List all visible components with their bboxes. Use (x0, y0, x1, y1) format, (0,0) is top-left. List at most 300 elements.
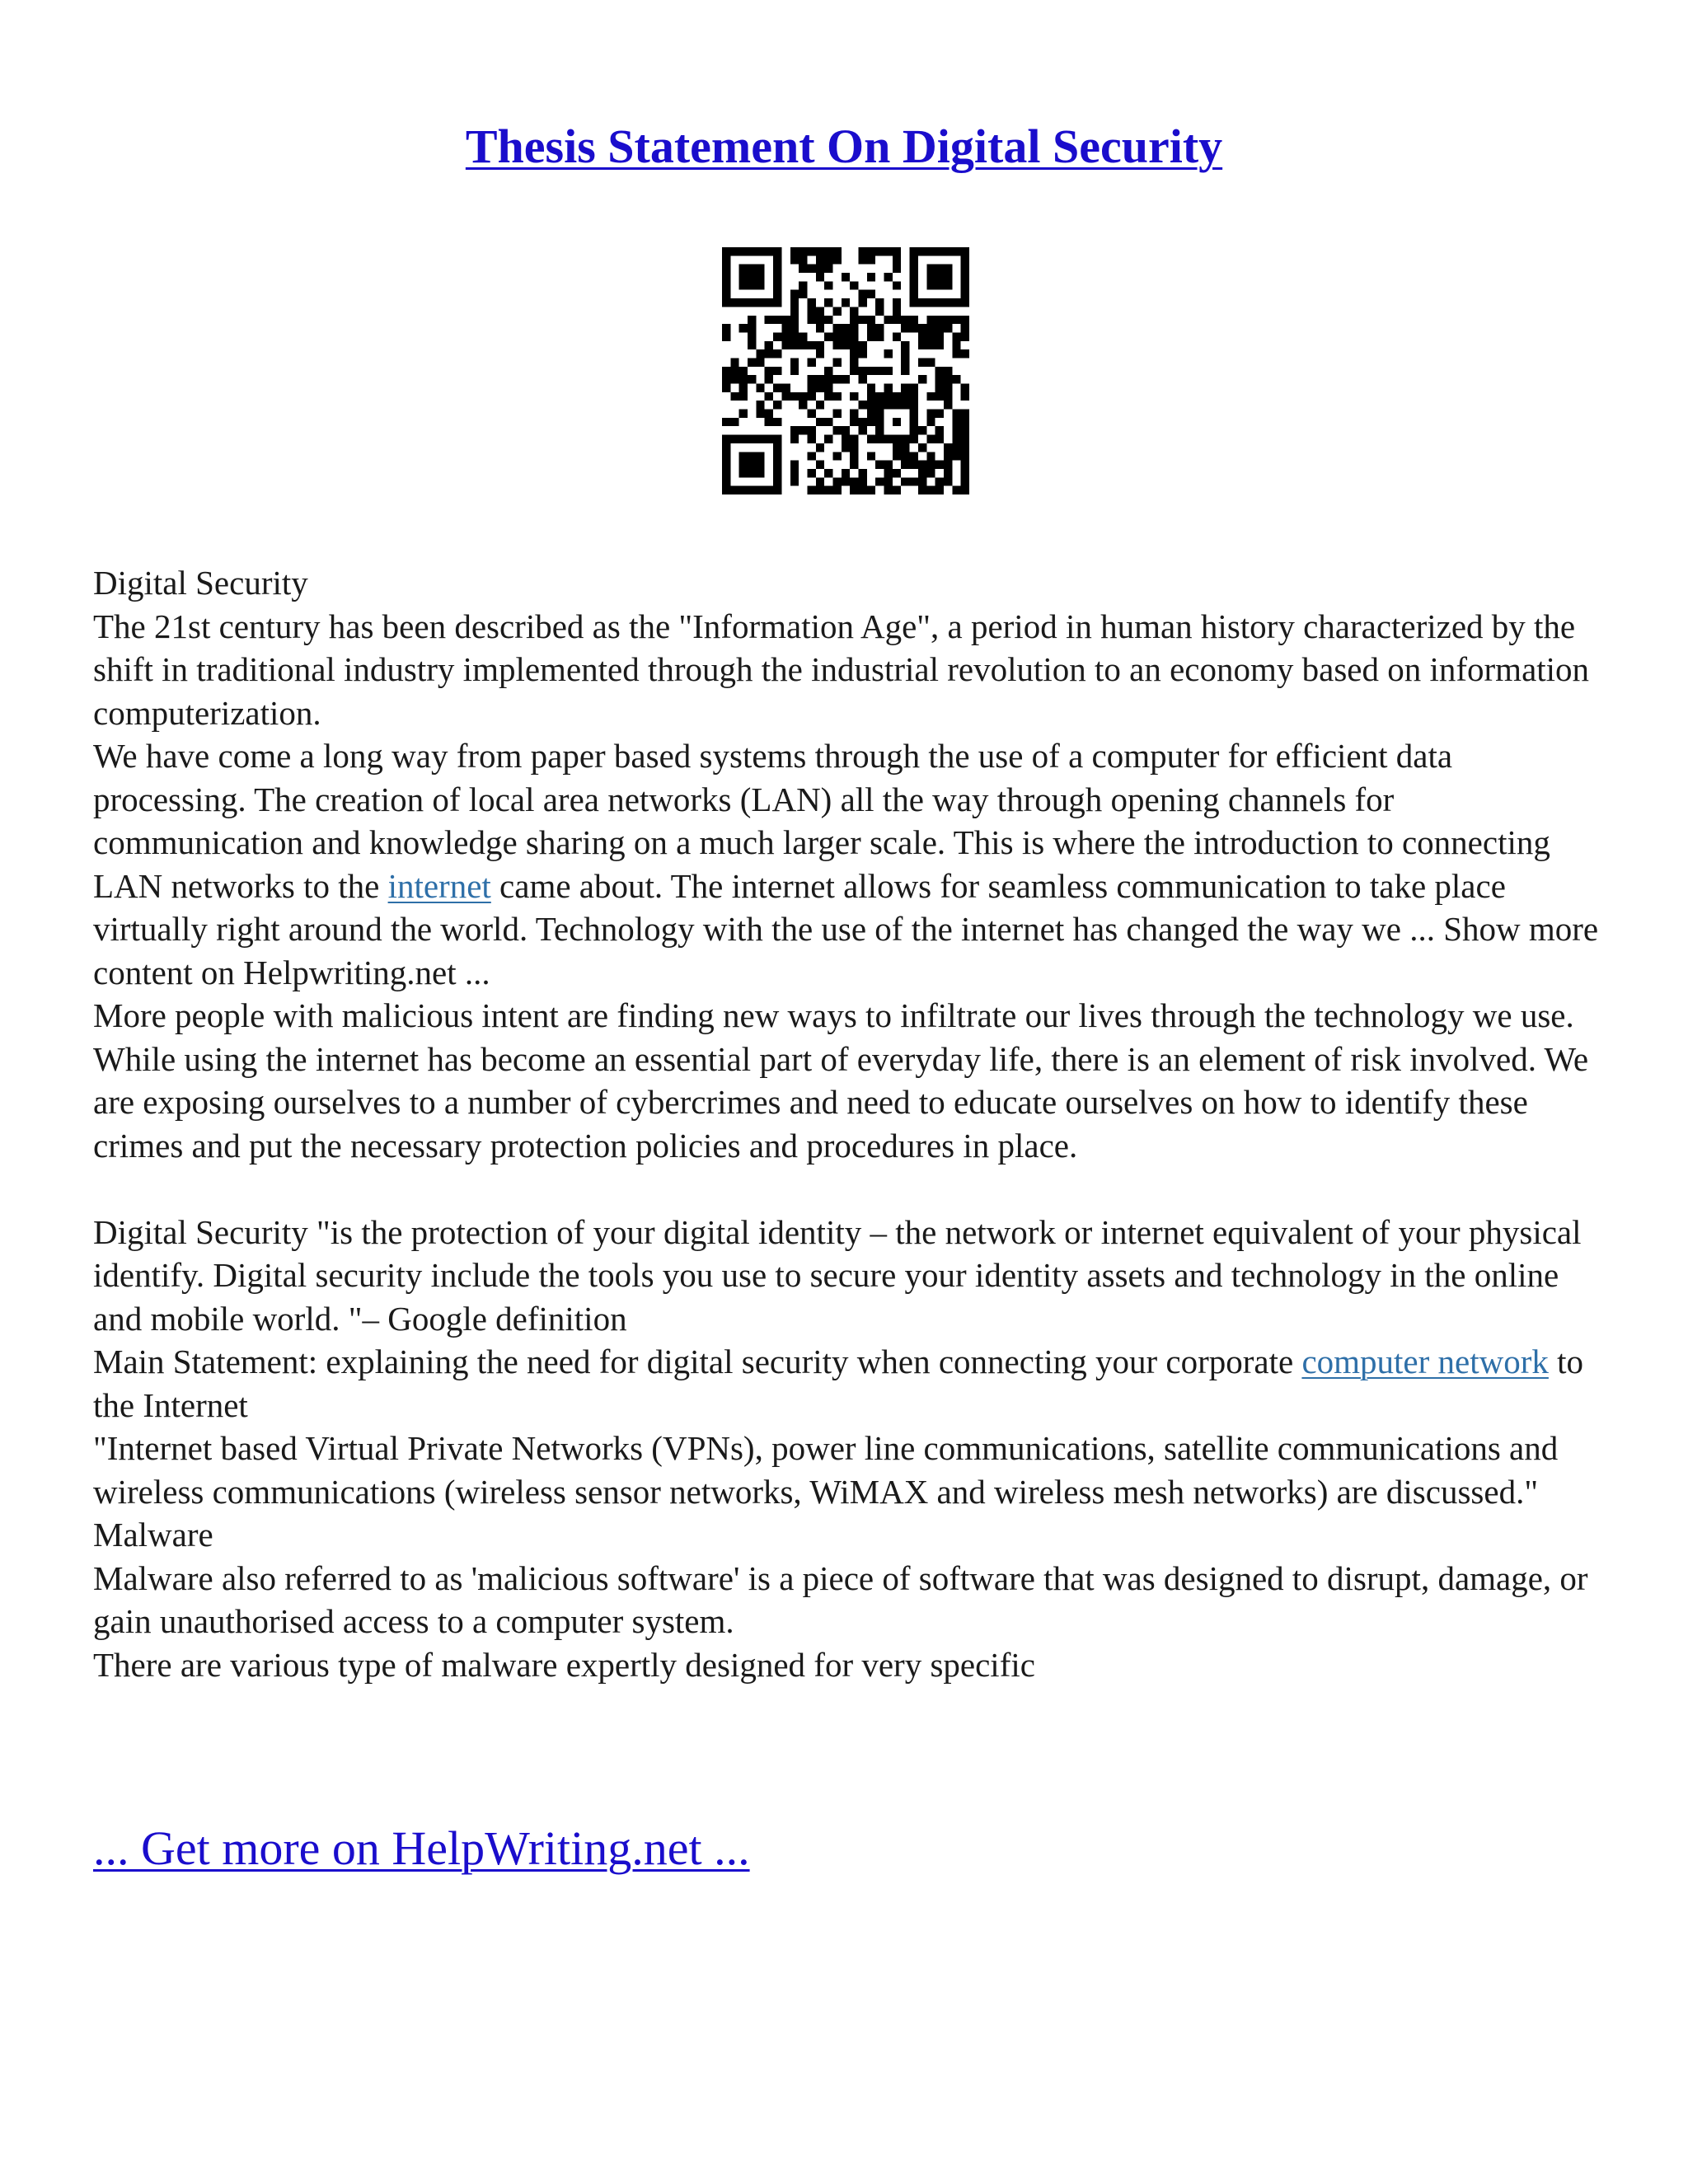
qr-module (807, 384, 815, 392)
qr-module (935, 281, 944, 289)
qr-module (875, 410, 884, 418)
qr-module (722, 375, 730, 383)
qr-module (901, 358, 909, 366)
qr-module (944, 247, 952, 255)
qr-module (926, 324, 935, 332)
qr-module (850, 358, 858, 366)
qr-module (722, 418, 730, 426)
qr-module (807, 469, 815, 477)
paragraph-main-statement (93, 1340, 1601, 1427)
qr-module (961, 410, 969, 418)
qr-module (816, 375, 824, 383)
qr-module (918, 486, 926, 494)
qr-module (756, 281, 764, 289)
qr-module (748, 332, 756, 340)
qr-module (961, 443, 969, 452)
qr-module (739, 265, 748, 273)
qr-module (756, 273, 764, 281)
qr-module (748, 435, 756, 443)
qr-module (807, 298, 815, 307)
qr-module (722, 281, 730, 289)
qr-module (867, 247, 875, 255)
qr-module (773, 477, 781, 485)
qr-module (961, 298, 969, 307)
qr-module (773, 367, 781, 375)
qr-module (799, 247, 807, 255)
qr-module (926, 435, 935, 443)
qr-module (901, 401, 909, 409)
computer-network-link[interactable]: computer network (1301, 1343, 1549, 1380)
qr-module (867, 384, 875, 392)
qr-module (799, 426, 807, 434)
paragraph-text: Main Statement: explaining the need for digital security when connecting your corporate (93, 1343, 1302, 1380)
qr-module (910, 435, 918, 443)
qr-module (875, 401, 884, 409)
qr-module (893, 332, 901, 340)
qr-module (944, 265, 952, 273)
qr-module (832, 358, 841, 366)
paragraph-information-age: The 21st century has been described as the "Information Age", a period in human history characterized by the shift in traditional industry implemented through the industrial revolution to an economy based on information computerization. (93, 607, 1590, 732)
qr-module (832, 247, 841, 255)
qr-module (756, 461, 764, 469)
qr-module (765, 375, 773, 383)
qr-module (722, 486, 730, 494)
qr-module (910, 477, 918, 485)
qr-module (824, 375, 832, 383)
qr-module (824, 367, 832, 375)
qr-module (893, 452, 901, 460)
qr-module (918, 324, 926, 332)
qr-module (850, 486, 858, 494)
qr-module (850, 443, 858, 452)
qr-module (859, 316, 867, 324)
qr-module (773, 298, 781, 307)
qr-module (944, 401, 952, 409)
qr-module (875, 324, 884, 332)
qr-module (893, 418, 901, 426)
qr-module (884, 247, 893, 255)
qr-module (730, 358, 738, 366)
qr-module (790, 435, 799, 443)
qr-module (799, 281, 807, 289)
qr-module (961, 349, 969, 358)
qr-module (850, 324, 858, 332)
qr-module (748, 461, 756, 469)
qr-module (926, 332, 935, 340)
qr-module (773, 290, 781, 298)
qr-module (952, 341, 960, 349)
qr-module (832, 486, 841, 494)
qr-module (901, 392, 909, 401)
qr-module (765, 435, 773, 443)
qr-module (781, 384, 790, 392)
qr-module (722, 443, 730, 452)
qr-module (910, 247, 918, 255)
qr-module (722, 255, 730, 264)
qr-module (773, 469, 781, 477)
qr-module (926, 452, 935, 460)
qr-module (807, 410, 815, 418)
qr-module (926, 265, 935, 273)
qr-module (926, 469, 935, 477)
qr-module (910, 298, 918, 307)
qr-module (807, 435, 815, 443)
qr-module (961, 426, 969, 434)
qr-module (850, 477, 858, 485)
qr-module (730, 392, 738, 401)
qr-module (748, 273, 756, 281)
qr-module (842, 443, 850, 452)
qr-module (935, 477, 944, 485)
qr-module (722, 332, 730, 340)
qr-module (867, 316, 875, 324)
qr-module (807, 247, 815, 255)
qr-module (961, 247, 969, 255)
qr-module (790, 341, 799, 349)
qr-module (807, 316, 815, 324)
qr-module (910, 384, 918, 392)
qr-module (748, 358, 756, 366)
qr-module (832, 426, 841, 434)
qr-module (859, 255, 867, 264)
qr-module (918, 375, 926, 383)
paragraph-vpn-quote: "Internet based Virtual Private Networks (VPNs), power line communications, satellite communications and wireless communications (wireless sensor networks, WiMAX and wireless mesh networks) are discussed." (93, 1429, 1559, 1511)
qr-module (859, 367, 867, 375)
qr-module (850, 418, 858, 426)
qr-module (952, 298, 960, 307)
qr-module (884, 349, 893, 358)
qr-module (952, 418, 960, 426)
qr-module (824, 418, 832, 426)
qr-module (790, 307, 799, 315)
qr-module (961, 316, 969, 324)
qr-module (739, 392, 748, 401)
qr-module (901, 435, 909, 443)
qr-module (807, 375, 815, 383)
qr-module (756, 298, 764, 307)
qr-module (952, 316, 960, 324)
qr-module (773, 418, 781, 426)
qr-module (952, 410, 960, 418)
qr-module (773, 452, 781, 460)
qr-module (722, 367, 730, 375)
qr-module (807, 392, 815, 401)
qr-module (918, 477, 926, 485)
qr-module (842, 332, 850, 340)
qr-module (773, 461, 781, 469)
qr-module (893, 486, 901, 494)
qr-module (859, 401, 867, 409)
internet-link[interactable]: internet (387, 866, 491, 905)
qr-module (901, 349, 909, 358)
paragraph-text: came about. The internet allows for seamless communication to take place virtually right around the world. Technology with the use of the internet has changed the way we ... Show more content on Helpwriting.net ... (93, 866, 1599, 991)
qr-module (859, 298, 867, 307)
qr-module (952, 443, 960, 452)
qr-module (884, 392, 893, 401)
qr-module (739, 435, 748, 443)
qr-module (739, 367, 748, 375)
qr-code-icon (722, 247, 969, 494)
qr-module (790, 392, 799, 401)
qr-module (884, 486, 893, 494)
qr-module (961, 469, 969, 477)
qr-module (739, 298, 748, 307)
qr-module (799, 290, 807, 298)
qr-module (773, 443, 781, 452)
qr-module (816, 316, 824, 324)
qr-module (935, 341, 944, 349)
qr-module (832, 332, 841, 340)
qr-module (944, 461, 952, 469)
paragraph-definition: Digital Security "is the protection of your digital identity – the network or internet equivalent of your physical identify. Digital security include the tools you use to secure your identity assets and technology in the online and mobile world. "– Google definition (93, 1212, 1582, 1338)
qr-module (816, 384, 824, 392)
qr-module (850, 332, 858, 340)
qr-module (867, 392, 875, 401)
qr-module (832, 477, 841, 485)
qr-module (893, 401, 901, 409)
qr-module (859, 469, 867, 477)
qr-module (884, 367, 893, 375)
qr-module (824, 247, 832, 255)
qr-module (773, 349, 781, 358)
qr-module (961, 273, 969, 281)
qr-module (765, 367, 773, 375)
qr-module (765, 298, 773, 307)
qr-module (893, 435, 901, 443)
qr-module (842, 426, 850, 434)
qr-module (756, 247, 764, 255)
qr-module (756, 410, 764, 418)
qr-module (952, 375, 960, 383)
qr-module (910, 281, 918, 289)
qr-module (944, 273, 952, 281)
qr-module (935, 367, 944, 375)
qr-module (756, 435, 764, 443)
qr-module (781, 324, 790, 332)
qr-module (807, 426, 815, 434)
qr-module (824, 298, 832, 307)
qr-module (918, 426, 926, 434)
qr-module (875, 298, 884, 307)
qr-module (790, 290, 799, 298)
qr-module (816, 349, 824, 358)
qr-module (961, 384, 969, 392)
qr-module (935, 247, 944, 255)
qr-module (859, 375, 867, 383)
qr-module (944, 384, 952, 392)
qr-module (748, 281, 756, 289)
qr-module (893, 392, 901, 401)
qr-module (867, 273, 875, 281)
qr-module (910, 461, 918, 469)
qr-module (961, 324, 969, 332)
qr-module (884, 469, 893, 477)
qr-module (816, 418, 824, 426)
qr-module (832, 410, 841, 418)
qr-module (748, 486, 756, 494)
qr-module (722, 324, 730, 332)
qr-module (893, 298, 901, 307)
title-link[interactable]: Thesis Statement On Digital Security (465, 120, 1223, 173)
qr-module (790, 461, 799, 469)
qr-module (961, 452, 969, 460)
qr-module (952, 486, 960, 494)
qr-module (944, 316, 952, 324)
qr-module (850, 452, 858, 460)
qr-module (722, 265, 730, 273)
qr-module (867, 435, 875, 443)
qr-module (739, 281, 748, 289)
qr-module (842, 435, 850, 443)
qr-module (944, 477, 952, 485)
qr-module (875, 435, 884, 443)
qr-module (807, 341, 815, 349)
qr-module (799, 392, 807, 401)
qr-module (918, 461, 926, 469)
qr-module (842, 375, 850, 383)
qr-module (824, 469, 832, 477)
qr-module (961, 332, 969, 340)
qr-module (765, 418, 773, 426)
qr-module (875, 392, 884, 401)
qr-module (961, 392, 969, 401)
qr-module (773, 401, 781, 409)
qr-module (816, 265, 824, 273)
qr-module (824, 316, 832, 324)
qr-module (926, 341, 935, 349)
qr-module (884, 273, 893, 281)
qr-module (832, 255, 841, 264)
qr-module (824, 332, 832, 340)
qr-module (850, 367, 858, 375)
qr-module (952, 452, 960, 460)
get-more-link[interactable]: ... Get more on HelpWriting.net ... (93, 1821, 750, 1875)
qr-module (901, 477, 909, 485)
qr-module (773, 247, 781, 255)
footer (93, 1817, 750, 1880)
qr-module (944, 392, 952, 401)
qr-module (748, 324, 756, 332)
paragraph-text: to the Internet (93, 1343, 1584, 1424)
qr-module (748, 316, 756, 324)
paragraph-gap (93, 1167, 1601, 1211)
qr-module (910, 401, 918, 409)
qr-module (944, 443, 952, 452)
qr-module (918, 341, 926, 349)
qr-module (756, 486, 764, 494)
qr-module (842, 341, 850, 349)
qr-module (901, 443, 909, 452)
paragraph-networks (93, 734, 1601, 994)
qr-module (739, 486, 748, 494)
qr-module (730, 418, 738, 426)
qr-module (773, 316, 781, 324)
qr-module (935, 461, 944, 469)
qr-module (893, 265, 901, 273)
qr-module (961, 486, 969, 494)
qr-module (816, 255, 824, 264)
qr-module (859, 486, 867, 494)
qr-module (961, 265, 969, 273)
qr-module (884, 316, 893, 324)
qr-module (832, 341, 841, 349)
qr-module (781, 316, 790, 324)
qr-module (859, 247, 867, 255)
qr-module (935, 265, 944, 273)
qr-module (875, 426, 884, 434)
qr-module (765, 341, 773, 349)
document-body (93, 561, 1601, 1686)
qr-module (859, 290, 867, 298)
qr-module (816, 401, 824, 409)
qr-module (816, 307, 824, 315)
qr-module (850, 316, 858, 324)
qr-module (730, 247, 738, 255)
qr-module (867, 486, 875, 494)
qr-module (961, 290, 969, 298)
qr-module (765, 486, 773, 494)
qr-module (944, 469, 952, 477)
qr-module (722, 461, 730, 469)
qr-module (893, 255, 901, 264)
qr-module (859, 349, 867, 358)
qr-module (748, 341, 756, 349)
qr-module (850, 307, 858, 315)
qr-module (824, 384, 832, 392)
qr-module (799, 341, 807, 349)
qr-module (765, 349, 773, 358)
qr-module (867, 332, 875, 340)
paragraph-text: We have come a long way from paper based systems through the use of a computer for efficient data processing. The creation of local area networks (LAN) all the way through opening channels for communication and knowledge sharing on a much larger scale. This is where the introduction to connecting LAN networks to the (93, 737, 1550, 905)
qr-module (739, 410, 748, 418)
qr-module (952, 332, 960, 340)
qr-module (859, 477, 867, 485)
qr-module (832, 452, 841, 460)
qr-module (790, 255, 799, 264)
qr-module (867, 255, 875, 264)
qr-module (952, 349, 960, 358)
qr-module (832, 375, 841, 383)
qr-module (961, 461, 969, 469)
qr-module (926, 273, 935, 281)
qr-module (816, 247, 824, 255)
qr-module (850, 341, 858, 349)
qr-module (773, 273, 781, 281)
qr-module (807, 265, 815, 273)
qr-module (893, 281, 901, 289)
qr-module (918, 358, 926, 366)
qr-module (910, 290, 918, 298)
qr-module (773, 384, 781, 392)
qr-module (910, 426, 918, 434)
qr-module (926, 486, 935, 494)
qr-module (722, 290, 730, 298)
qr-module (739, 324, 748, 332)
qr-module (756, 358, 764, 366)
qr-module (935, 273, 944, 281)
qr-module (807, 486, 815, 494)
qr-module (842, 477, 850, 485)
qr-module (739, 469, 748, 477)
qr-module (730, 435, 738, 443)
qr-module (790, 358, 799, 366)
qr-module (867, 418, 875, 426)
qr-module (722, 469, 730, 477)
qr-module (926, 281, 935, 289)
qr-module (884, 384, 893, 392)
qr-module (918, 247, 926, 255)
qr-module (867, 452, 875, 460)
